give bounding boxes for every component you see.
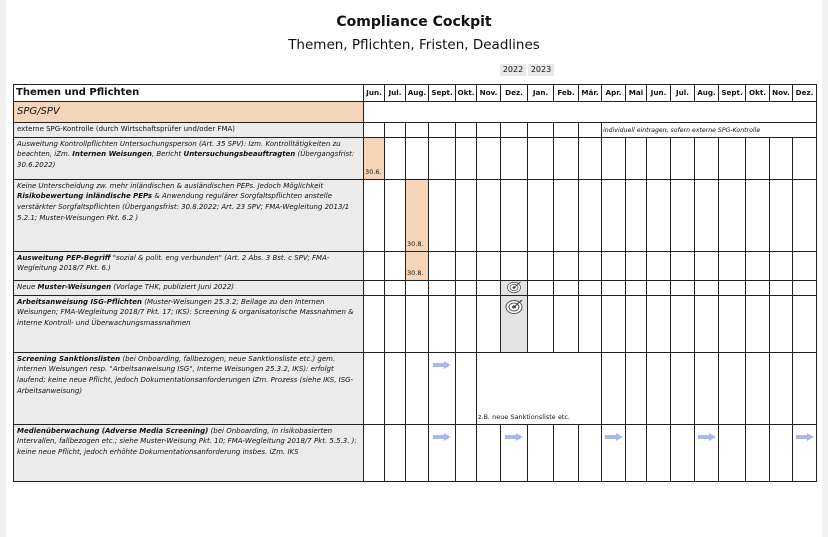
deadline-cell <box>406 251 429 280</box>
month-header: Nov. <box>770 85 793 102</box>
section-filler <box>364 101 817 122</box>
timeline-cell <box>602 424 626 481</box>
table-row <box>14 352 817 424</box>
month-header: Dez. <box>793 85 817 102</box>
row-topic: Ausweitung PEP-Begriff "sozial & polit. eng verbunden" (Art. 2 Abs. 3 Bst. c SPV; FMA-Wegleitung 2018/7 Pkt. 6.) <box>14 251 364 280</box>
target-icon <box>504 281 524 294</box>
milestone-cell <box>501 295 528 352</box>
month-header: Feb. <box>554 85 579 102</box>
section-header: SPG/SPV <box>14 101 364 122</box>
row-topic: Screening Sanktionslisten (bei Onboarding, fallbezogen, neue Sanktionsliste etc.) gem. internen Weisungen resp. "Arbeitsanweisung ISG", Interne Weisungen 25.3.2, IKS): erfolgt laufend; keine neue Pflicht, jedoch Dokumentationsanforderungen iZm. Prozess (siehe IKS, ISG-Arbeitsanweisung) <box>14 352 364 424</box>
sanctions-note: z.B. neue Sanktionsliste etc. <box>478 413 571 422</box>
arrow-right-icon <box>433 433 451 441</box>
deadline-label: 30.8. <box>407 240 424 249</box>
month-header: Aug. <box>695 85 719 102</box>
row-topic: Keine Unterscheidung zw. mehr inländischen & ausländischen PEPs. Jedoch Möglichkeit Risikobewertung inländische PEPs & Anwendung regulärer Sorgfaltspflichten anstelle verstärkter Sorgfaltspflichten (Übergangsfrist: 30.8.2022; Art. 23 SPV; FMA-Wegleitung 2013/1 5.2.1; Muster-Weisungen Pkt. 6.2 ) <box>14 179 364 251</box>
month-header: Aug. <box>406 85 429 102</box>
month-header: Jun. <box>364 85 385 102</box>
deadline-cell <box>364 137 385 179</box>
month-header: Apr. <box>602 85 626 102</box>
row-topic: Ausweitung Kontrollpflichten Untersuchungsperson (Art. 35 SPV): Izm. Kontrolltätigkeiten zu beachten, iZm. Internen Weisungen, Bericht Untersuchungsbeauftragten (Übergangsfrist: 30.6.2022) <box>14 137 364 179</box>
month-header: Sept. <box>719 85 746 102</box>
target-icon <box>504 299 524 315</box>
month-header: Mai <box>626 85 647 102</box>
timeline-cell <box>429 352 456 424</box>
month-header: Sept. <box>429 85 456 102</box>
month-header: Mär. <box>579 85 602 102</box>
document-page <box>6 0 822 537</box>
table-row <box>14 280 817 295</box>
table-row <box>14 251 817 280</box>
timeline-cell <box>429 424 456 481</box>
month-header: Jan. <box>528 85 554 102</box>
arrow-right-icon <box>433 361 451 369</box>
table-row <box>14 295 817 352</box>
table-row <box>14 137 817 179</box>
arrow-right-icon <box>605 433 623 441</box>
deadline-label: 30.8. <box>407 269 424 278</box>
table-row <box>14 424 817 481</box>
note-cell <box>477 352 602 424</box>
month-header: Okt. <box>456 85 477 102</box>
table-row <box>14 122 817 137</box>
year-label-2022: 2022 <box>500 64 526 76</box>
month-header: Okt. <box>746 85 770 102</box>
topic-column-header: Themen und Pflichten <box>14 85 364 102</box>
milestone-cell <box>501 280 528 295</box>
timeline-cell <box>793 424 817 481</box>
month-header: Jul. <box>671 85 695 102</box>
month-header: Jul. <box>385 85 406 102</box>
arrow-right-icon <box>796 433 814 441</box>
month-header: Dez. <box>501 85 528 102</box>
page-subtitle: Themen, Pflichten, Fristen, Deadlines <box>288 37 540 53</box>
arrow-right-icon <box>698 433 716 441</box>
timeline-cell <box>501 424 528 481</box>
row-topic: Medienüberwachung (Adverse Media Screening) (bei Onboarding, in risikobasierten Intervallen, fallbezogen etc.; siehe Muster-Weisung Pkt. 10; FMA-Wegleitung 2018/7 Pkt. 5.5.3. ): keine neue Pflicht, jedoch erhöhte Dokumentationsanforderung insbes. iZm. IKS <box>14 424 364 481</box>
month-header: Nov. <box>477 85 501 102</box>
deadline-label: 30.6. <box>365 168 382 177</box>
row-topic: Neue Muster-Weisungen (Vorlage THK, publiziert Juni 2022) <box>14 280 364 295</box>
table-row <box>14 179 817 251</box>
deadline-cell <box>406 179 429 251</box>
arrow-right-icon <box>505 433 523 441</box>
row-topic: Arbeitsanweisung ISG-Pflichten (Muster-Weisungen 25.3.2; Beilage zu den Internen Weisungen; FMA-Wegleitung 2018/7 Pkt. 17; IKS): Screening & organisatorische Massnahmen & interne Kontroll- und Überwachungsmassnahmen <box>14 295 364 352</box>
external-control-note: individuell eintragen, sofern externe SPG-Kontrolle <box>603 126 761 134</box>
timeline-cell <box>695 424 719 481</box>
month-header: Jun. <box>647 85 671 102</box>
note-cell <box>602 122 817 137</box>
page-title: Compliance Cockpit <box>336 14 492 30</box>
year-label-2023: 2023 <box>528 64 554 76</box>
compliance-table <box>13 84 817 482</box>
row-topic: externe SPG-Kontrolle (durch Wirtschaftsprüfer und/oder FMA) <box>14 122 364 137</box>
